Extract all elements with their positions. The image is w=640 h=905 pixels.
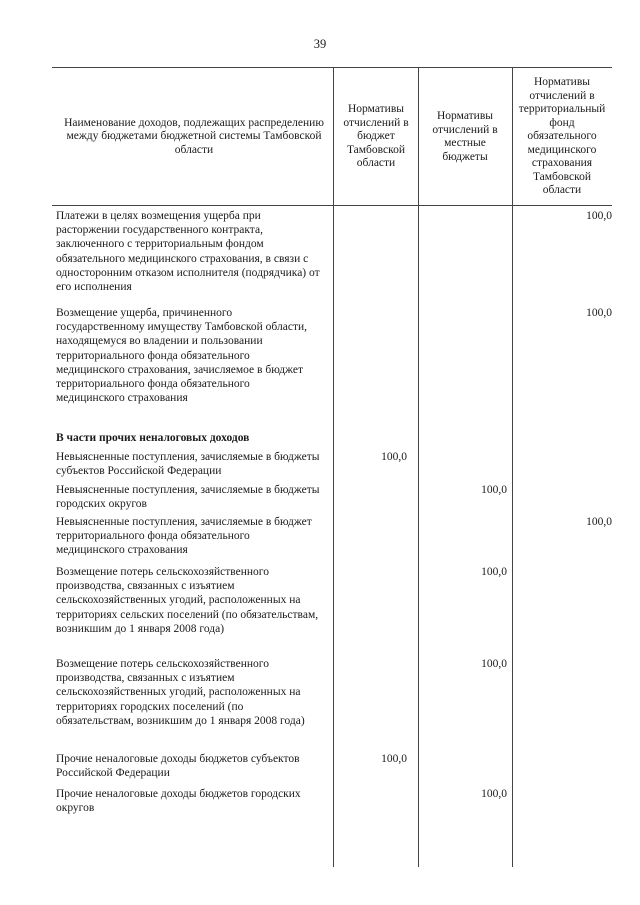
row-income-name: Невыясненные поступления, зачисляемые в бюджеты городских округов [56, 484, 320, 511]
section-heading: В части прочих неналоговых доходов [56, 432, 250, 444]
header-bottom-border [52, 205, 612, 206]
column-divider-3 [512, 67, 513, 867]
row-local-value: 100,0 [481, 566, 507, 578]
row-foms-value: 100,0 [586, 516, 612, 528]
header-foms-column: Нормативы отчислений в территориальный фонд обязательного медицинского страхования Тамбовской области [518, 76, 606, 197]
header-local-column: Нормативы отчислений в местные бюджеты [432, 110, 498, 163]
table-top-border [52, 67, 612, 68]
column-divider-2 [418, 67, 419, 867]
row-income-name: Возмещение ущерба, причиненного государственному имуществу Тамбовской области, находящемуся во владении и пользовании территориального фонда обязательного медицинского страхования, зачисляемое в бюджет территориального фонда обязательного медицинского страхования [56, 307, 307, 405]
page-number: 39 [313, 37, 327, 51]
header-regional-column: Нормативы отчислений в бюджет Тамбовской области [343, 103, 409, 170]
row-regional-value: 100,0 [381, 753, 407, 765]
row-income-name: Прочие неналоговые доходы бюджетов субъектов Российской Федерации [56, 753, 300, 780]
column-divider-1 [333, 67, 334, 867]
row-regional-value: 100,0 [381, 451, 407, 463]
row-income-name: Возмещение потерь сельскохозяйственного производства, связанных с изъятием сельскохозяйственных угодий, расположенных на территориях городских поселений (по обязательствам, возникшим до 1 января 2008 года) [56, 658, 305, 727]
row-local-value: 100,0 [481, 658, 507, 670]
row-income-name: Платежи в целях возмещения ущерба при расторжении государственного контракта, заключенного с территориальным фондом обязательного медицинского страхования, в связи с односторонним отказом исполнителя (подрядчика) от его исполнения [56, 210, 320, 294]
row-income-name: Невыясненные поступления, зачисляемые в бюджеты субъектов Российской Федерации [56, 451, 320, 478]
row-local-value: 100,0 [481, 484, 507, 496]
row-local-value: 100,0 [481, 788, 507, 800]
header-name-column: Наименование доходов, подлежащих распределению между бюджетами бюджетной системы Тамбовской области [64, 116, 324, 156]
row-income-name: Прочие неналоговые доходы бюджетов городских округов [56, 788, 301, 815]
row-foms-value: 100,0 [586, 307, 612, 319]
row-foms-value: 100,0 [586, 210, 612, 222]
row-income-name: Невыясненные поступления, зачисляемые в бюджет территориального фонда обязательного медицинского страхования [56, 516, 312, 557]
row-income-name: Возмещение потерь сельскохозяйственного производства, связанных с изъятием сельскохозяйственных угодий, расположенных на территориях сельских поселений (по обязательствам, возникшим до 1 января 2008 года) [56, 566, 319, 635]
